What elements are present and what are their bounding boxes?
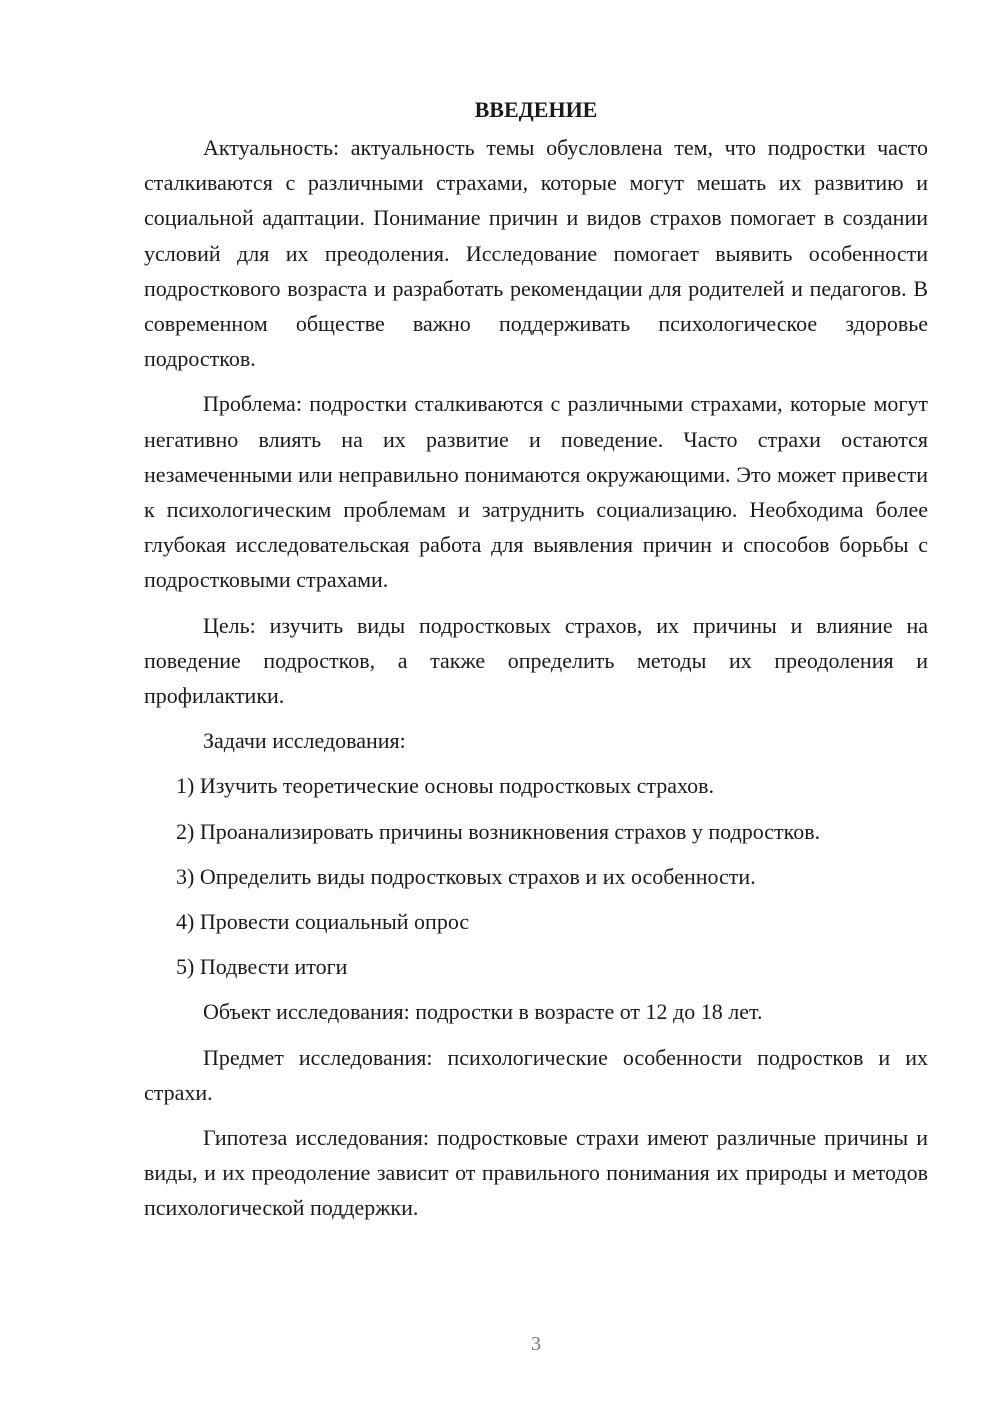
task-item-4: 4) Провести социальный опрос xyxy=(176,909,470,935)
goal-paragraph: Цель: изучить виды подростковых страхов, их причины и влияние на поведение подростков, а также определить методы их преодоления и профилактики. xyxy=(144,612,928,709)
tasks-list xyxy=(144,768,928,984)
page-number: 3 xyxy=(531,1333,541,1355)
task-item-3: 3) Определить виды подростковых страхов и их особенности. xyxy=(176,863,756,889)
hypothesis-paragraph: Гипотеза исследования: подростковые страхи имеют различные причины и виды, и их преодоление зависит от правильного понимания их природы и методов психологической поддержки. xyxy=(144,1125,928,1221)
tasks-heading: Задачи исследования: xyxy=(203,728,406,754)
task-item-5: 5) Подвести итоги xyxy=(176,954,348,980)
subject-paragraph: Предмет исследования: психологические особенности подростков и их страхи. xyxy=(144,1044,928,1105)
relevance-paragraph: Актуальность: актуальность темы обусловлена тем, что подростки часто сталкиваются с различными страхами, которые могут мешать их развитию и социальной адаптации. Понимание причин и видов страхов помогает в создании условий для их преодоления. Исследование помогает выявить особенности подросткового возраста и разработать рекомендации для родителей и педагогов. В современном обществе важно поддерживать психологическое здоровье подростков. xyxy=(144,135,928,372)
task-item-1: 1) Изучить теоретические основы подростковых страхов. xyxy=(176,773,715,799)
task-item-2: 2) Проанализировать причины возникновения страхов у подростков. xyxy=(176,818,821,844)
section-title: ВВЕДЕНИЕ xyxy=(474,97,598,122)
object-paragraph: Объект исследования: подростки в возрасте от 12 до 18 лет. xyxy=(203,999,763,1025)
document-body xyxy=(144,92,928,1236)
problem-paragraph: Проблема: подростки сталкиваются с различными страхами, которые могут негативно влиять на их развитие и поведение. Часто страхи остаются незамеченными или неправильно понимаются окружающими. Это может привести к психологическим проблемам и затруднить социализацию. Необходима более глубокая исследовательская работа для выявления причин и способов борьбы с подростковыми страхами. xyxy=(144,391,928,593)
